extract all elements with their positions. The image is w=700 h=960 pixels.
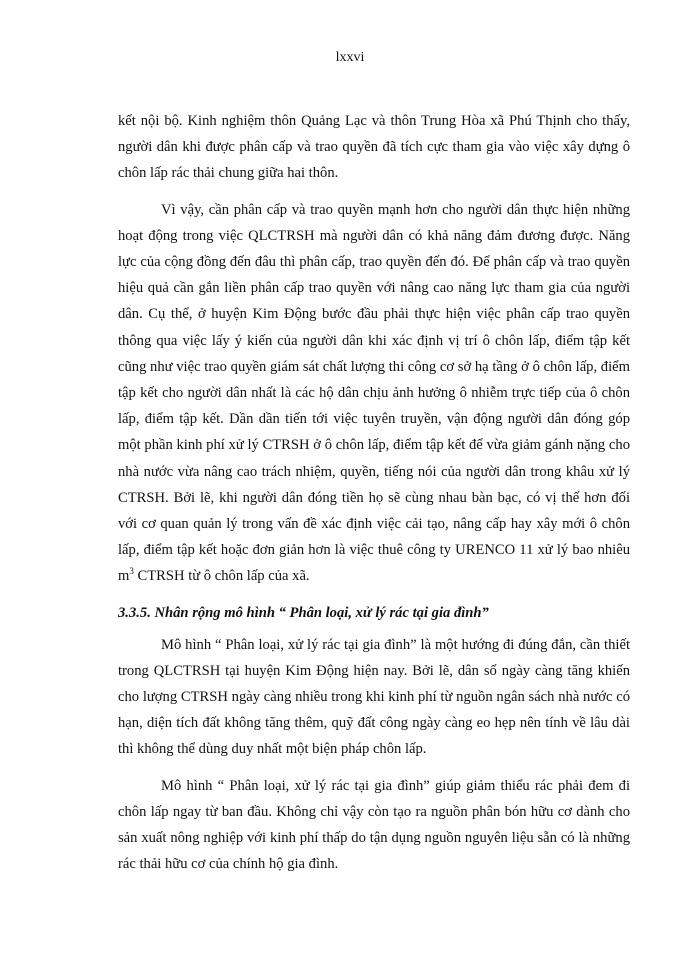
paragraph-4: Mô hình “ Phân loại, xử lý rác tại gia đình” giúp giảm thiểu rác phải đem đi chôn lấp ngay từ ban đầu. Không chỉ vậy còn tạo ra nguồn phân bón hữu cơ dành cho sản xuất nông nghiệp với kinh phí thấp do tận dụng nguồn nguyên liệu sẵn có là những rác thải hữu cơ của chính hộ gia đình. [118, 777, 630, 873]
page-number: lxxvi [335, 50, 365, 65]
paragraph-2 [118, 197, 630, 590]
page-body [118, 108, 630, 877]
superscript-cubic: 3 [129, 566, 134, 577]
paragraph-2-text: Vì vậy, cần phân cấp và trao quyền mạnh hơn cho người dân thực hiện những hoạt động trong việc QLCTRSH mà người dân có khả năng đảm đương được. Năng lực của cộng đồng đến đâu thì phân cấp, trao quyền đến đó. Để phân cấp và trao quyền hiệu quả cần gắn liền phân cấp trao quyền với nâng cao năng lực tham gia của người dân. Cụ thể, ở huyện Kim Động bước đầu phải thực hiện việc phân cấp trao quyền thông qua việc lấy ý kiến của người dân khi xác định vị trí ô chôn lấp, điểm tập kết cũng như việc trao quyền giám sát chất lượng thi công cơ sở hạ tầng ở ô chôn lấp, điểm tập kết cho người dân nhất là các hộ dân chịu ảnh hưởng ô nhiễm trực tiếp của ô chôn lấp, điểm tập kết. Dần dần tiến tới việc tuyên truyền, vận động người dân đóng góp một phần kinh phí xử lý CTRSH ở ô chôn lấp, điểm tập kết để vừa giảm gánh nặng cho nhà nước vừa nâng cao trách nhiệm, quyền, tiếng nói của người dân trong khâu xử lý CTRSH. Bởi lẽ, khi người dân đóng tiền họ sẽ cùng nhau bàn bạc, có vị thế hơn đối với cơ quan quản lý trong vấn đề xác định việc cải tạo, nâng cấp hay xây mới ô chôn lấp, điểm tập kết hoặc đơn giản hơn là việc thuê công ty URENCO 11 xử lý bao nhiêu m [118, 201, 630, 585]
paragraph-1: kết nội bộ. Kinh nghiệm thôn Quảng Lạc và thôn Trung Hòa xã Phú Thịnh cho thấy, người dân khi được phân cấp và trao quyền đã tích cực tham gia vào việc xây dựng ô chôn lấp rác thải chung giữa hai thôn. [118, 113, 630, 182]
paragraph-2-end: CTRSH từ ô chôn lấp của xã. [133, 568, 310, 585]
paragraph-3: Mô hình “ Phân loại, xử lý rác tại gia đình” là một hướng đi đúng đắn, cần thiết trong QLCTRSH tại huyện Kim Động hiện nay. Bởi lẽ, dân số ngày càng tăng khiến cho lượng CTRSH ngày càng nhiều trong khi kinh phí từ nguồn ngân sách nhà nước có hạn, diện tích đất không tăng thêm, quỹ đất công ngày càng eo hẹp nên tính về lâu dài thì không thể dùng duy nhất một biện pháp chôn lấp. [118, 636, 630, 758]
section-heading: 3.3.5. Nhân rộng mô hình “ Phân loại, xử lý rác tại gia đình” [118, 604, 489, 621]
